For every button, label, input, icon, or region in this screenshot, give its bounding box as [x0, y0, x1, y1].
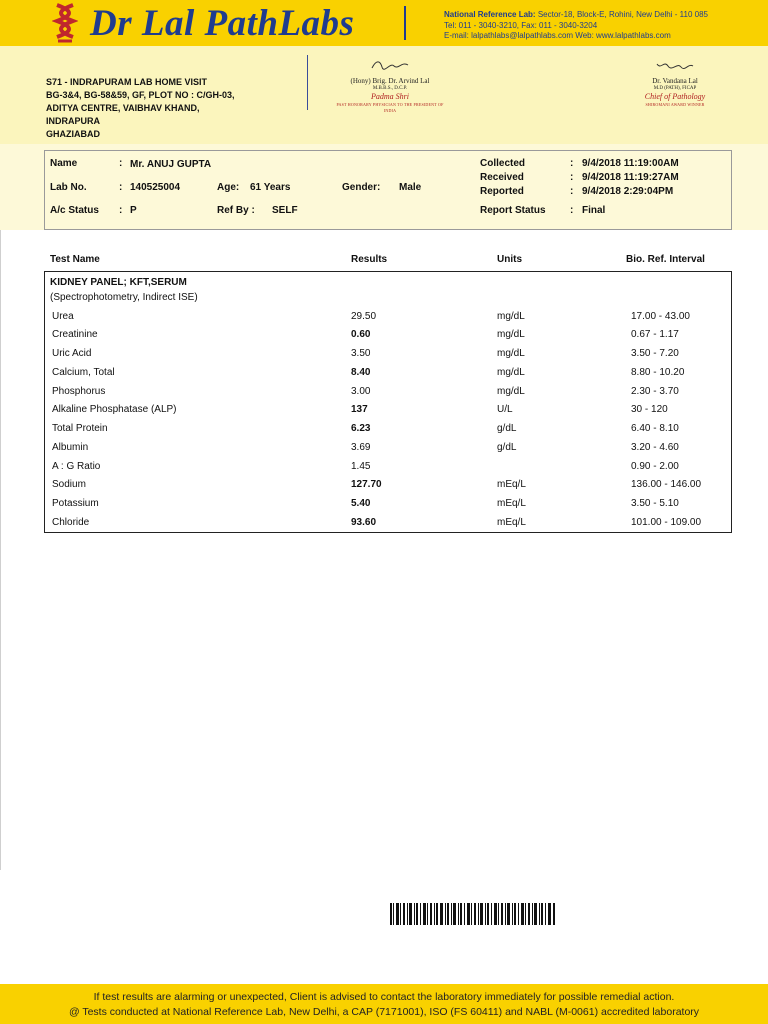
column-header-test-name: Test Name: [50, 254, 100, 265]
signatory-degrees: M.B.B.S., D.C.P.: [372, 86, 408, 91]
header-divider: [404, 6, 406, 40]
signature-block-left: [330, 58, 450, 114]
signatory-degrees: M.D (PATH), FICAP: [653, 86, 697, 91]
email-line: E-mail: lalpathlabs@lalpathlabs.com Web: www.lalpathlabs.com: [444, 31, 671, 40]
lab-address: [46, 76, 235, 141]
lab-address-line: GHAZIABAD: [46, 129, 100, 139]
table-row: [0, 348, 768, 364]
method-note: (Spectrophotometry, Indirect ISE): [50, 292, 198, 303]
column-header-results: Results: [351, 254, 388, 265]
test-result: 93.60: [351, 517, 377, 528]
test-result: 3.69: [351, 442, 371, 453]
test-ref-interval: 0.90 - 2.00: [631, 461, 679, 472]
received-label: Received: [480, 172, 524, 183]
test-result: 3.50: [351, 348, 371, 359]
test-ref-interval: 8.80 - 10.20: [631, 367, 685, 378]
reported-label: Reported: [480, 186, 524, 197]
ac-status-label: A/c Status: [50, 205, 99, 216]
test-unit: U/L: [497, 404, 513, 415]
age-value: 61 Years: [250, 182, 291, 193]
footer-text: [0, 990, 768, 1020]
test-ref-interval: 6.40 - 8.10: [631, 423, 679, 434]
lab-no-label: Lab No.: [50, 182, 87, 193]
signatory-name: (Hony) Brig. Dr. Arvind Lal: [350, 77, 430, 85]
test-name: Albumin: [52, 442, 89, 453]
signatory-note: PAST HONORARY PHYSICIAN TO THE PRESIDENT OF INDIA: [336, 102, 444, 113]
test-name: Urea: [52, 311, 74, 322]
test-name: Total Protein: [52, 423, 108, 434]
test-result: 5.40: [351, 498, 371, 509]
footer-accreditation: @ Tests conducted at National Reference Lab, New Delhi, a CAP (7171001), ISO (FS 60411) and NABL (M-0061) accredited laboratory: [68, 1006, 700, 1018]
test-result: 8.40: [351, 367, 371, 378]
table-row: [0, 498, 768, 514]
lab-no-value: 140525004: [130, 182, 181, 193]
test-result: 6.23: [351, 423, 371, 434]
test-ref-interval: 2.30 - 3.70: [631, 386, 679, 397]
report-status-value: Final: [582, 205, 606, 216]
colon-separator: :: [119, 205, 123, 216]
table-row: [0, 367, 768, 383]
colon-separator: :: [570, 205, 574, 216]
colon-separator: :: [570, 186, 574, 197]
test-name: Sodium: [52, 479, 86, 490]
test-name: Potassium: [52, 498, 99, 509]
national-lab-label: National Reference Lab:: [444, 10, 536, 19]
test-name: A : G Ratio: [52, 461, 101, 472]
test-unit: g/dL: [497, 423, 517, 434]
ref-by-label: Ref By :: [217, 205, 255, 216]
test-ref-interval: 3.20 - 4.60: [631, 442, 679, 453]
barcode-icon: [390, 903, 556, 925]
test-ref-interval: 0.67 - 1.17: [631, 329, 679, 340]
table-row: [0, 386, 768, 402]
test-unit: mg/dL: [497, 386, 525, 397]
test-name: Chloride: [52, 517, 90, 528]
table-row: [0, 442, 768, 458]
test-unit: mg/dL: [497, 348, 525, 359]
national-lab-info: [444, 10, 708, 42]
test-name: Phosphorus: [52, 386, 106, 397]
test-unit: mg/dL: [497, 329, 525, 340]
test-unit: mg/dL: [497, 311, 525, 322]
signatory-note: SHIROMANI AWARD WINNER: [645, 102, 705, 107]
ac-status-value: P: [130, 205, 137, 216]
table-row: [0, 517, 768, 533]
report-status-label: Report Status: [480, 205, 546, 216]
age-label: Age:: [217, 182, 240, 193]
test-ref-interval: 30 - 120: [631, 404, 668, 415]
lab-address-line: S71 - INDRAPURAM LAB HOME VISIT: [46, 77, 208, 87]
test-name: Alkaline Phosphatase (ALP): [52, 404, 177, 415]
test-result: 3.00: [351, 386, 371, 397]
test-ref-interval: 17.00 - 43.00: [631, 311, 690, 322]
colon-separator: :: [570, 158, 574, 169]
patient-name: Mr. ANUJ GUPTA: [130, 159, 212, 170]
column-header-units: Units: [497, 254, 522, 265]
table-row: [0, 461, 768, 477]
test-unit: mg/dL: [497, 367, 525, 378]
test-unit: mEq/L: [497, 517, 526, 528]
table-row: [0, 311, 768, 327]
table-row: [0, 404, 768, 420]
name-label: Name: [50, 158, 78, 169]
test-ref-interval: 136.00 - 146.00: [631, 479, 702, 490]
column-header-bio-ref: Bio. Ref. Interval: [626, 254, 705, 265]
panel-title: KIDNEY PANEL; KFT,SERUM: [50, 277, 187, 288]
test-unit: mEq/L: [497, 479, 526, 490]
signatory-title: Chief of Pathology: [644, 92, 706, 101]
test-result: 137: [351, 404, 368, 415]
colon-separator: :: [119, 158, 123, 169]
test-name: Uric Acid: [52, 348, 92, 359]
test-result: 1.45: [351, 461, 371, 472]
colon-separator: :: [119, 182, 123, 193]
signature-scrawl-icon: [370, 58, 410, 72]
brand-name: Dr Lal PathLabs: [90, 3, 355, 44]
gender-value: Male: [399, 182, 422, 193]
lab-address-line: BG-3&4, BG-58&59, GF, PLOT NO : C/GH-03,: [46, 90, 235, 100]
dna-logo-icon: [52, 3, 78, 43]
collected-label: Collected: [480, 158, 526, 169]
collected-value: 9/4/2018 11:19:00AM: [582, 158, 679, 169]
signature-scrawl-icon: [655, 58, 695, 72]
test-result: 29.50: [351, 311, 377, 322]
signature-divider: [307, 55, 308, 110]
national-lab-address: Sector-18, Block-E, Rohini, New Delhi - 110 085: [537, 10, 708, 19]
table-row: [0, 329, 768, 345]
gender-label: Gender:: [342, 182, 381, 193]
test-ref-interval: 3.50 - 5.10: [631, 498, 679, 509]
signature-block-right: [630, 58, 720, 108]
test-result: 0.60: [351, 329, 371, 340]
test-name: Calcium, Total: [52, 367, 115, 378]
test-result: 127.70: [351, 479, 382, 490]
signatory-award: Padma Shri: [371, 92, 409, 101]
lab-address-line: INDRAPURA: [46, 116, 100, 126]
tel-line: Tel: 011 - 3040-3210, Fax: 011 - 3040-3204: [444, 20, 598, 30]
test-unit: g/dL: [497, 442, 517, 453]
ref-by-value: SELF: [272, 205, 298, 216]
test-ref-interval: 101.00 - 109.00: [631, 517, 702, 528]
test-ref-interval: 3.50 - 7.20: [631, 348, 679, 359]
lab-address-line: ADITYA CENTRE, VAIBHAV KHAND,: [46, 103, 200, 113]
received-value: 9/4/2018 11:19:27AM: [582, 172, 679, 183]
test-unit: mEq/L: [497, 498, 526, 509]
reported-value: 9/4/2018 2:29:04PM: [582, 186, 674, 197]
table-row: [0, 423, 768, 439]
table-row: [0, 479, 768, 495]
test-name: Creatinine: [52, 329, 98, 340]
footer-disclaimer: If test results are alarming or unexpected, Client is advised to contact the laboratory immediately for possible remedial action.: [93, 991, 675, 1003]
colon-separator: :: [570, 172, 574, 183]
signatory-name: Dr. Vandana Lal: [652, 77, 698, 85]
